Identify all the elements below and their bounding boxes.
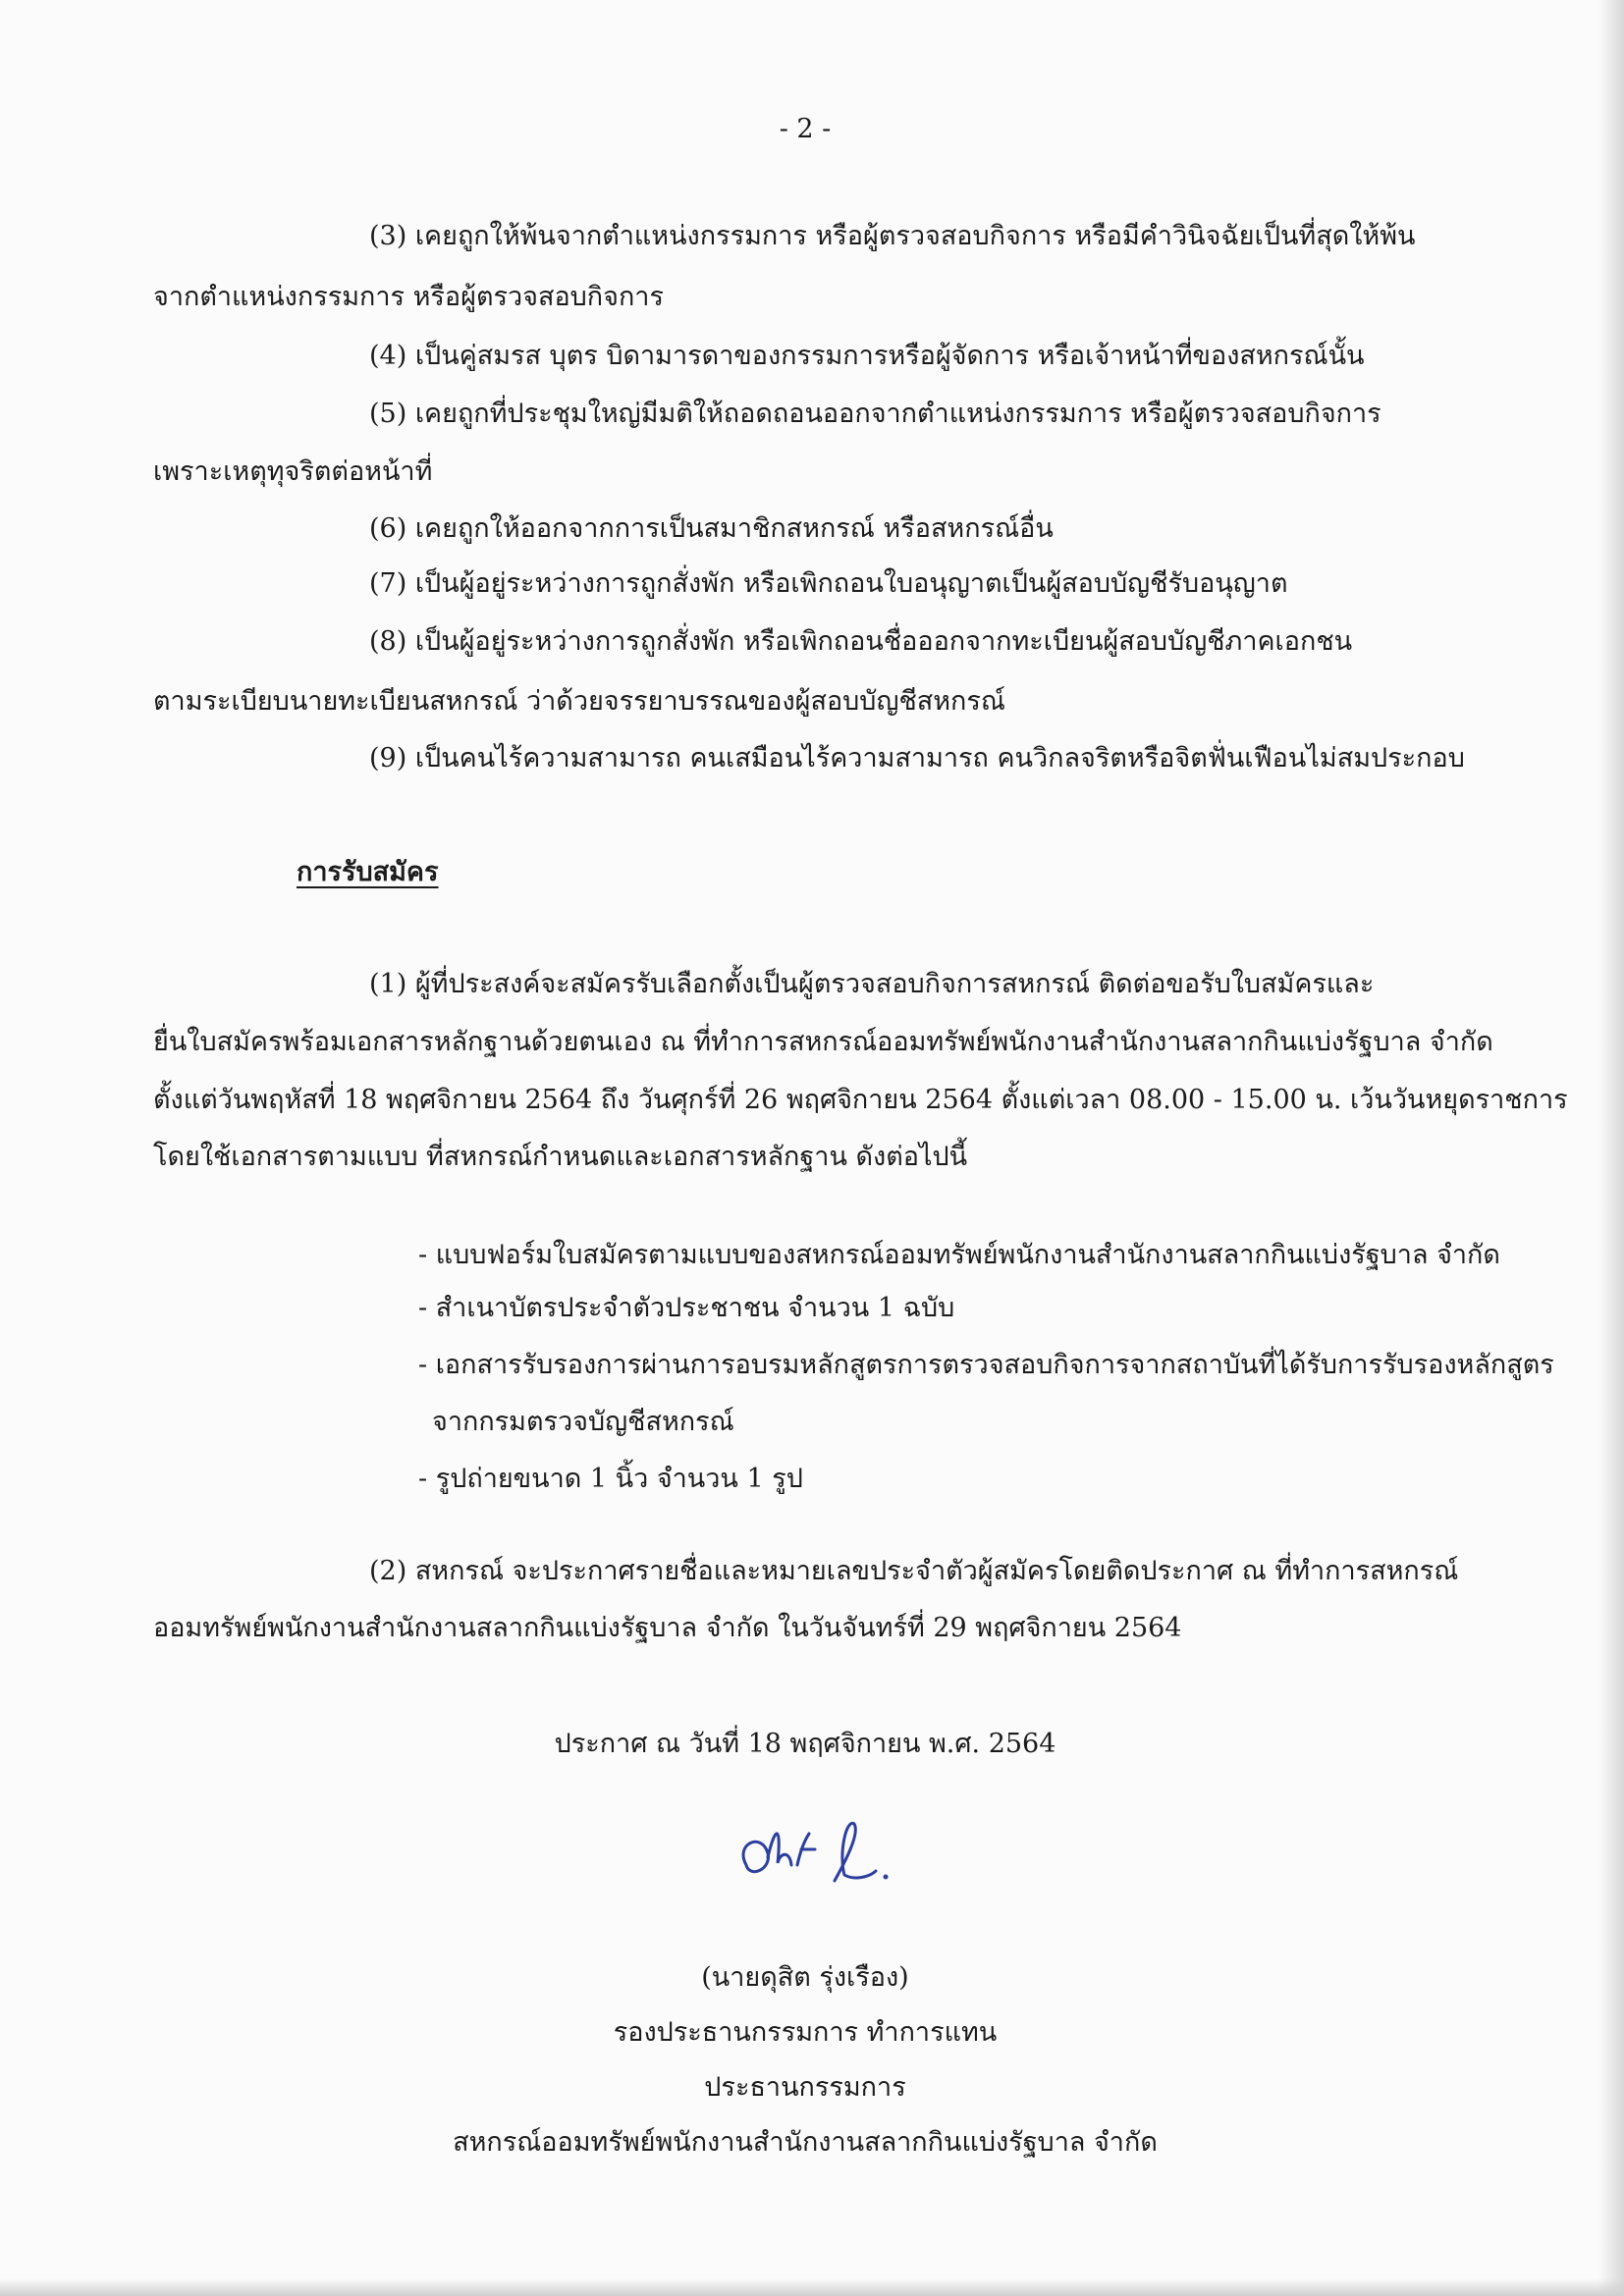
application-paragraph-2-line-2: ออมทรัพย์พนักงานสำนักงานสลากกินแบ่งรัฐบาล จำกัด ในวันจันทร์ที่ 29 พฤศจิกายน 2564 [153, 1613, 1182, 1643]
qualification-item-9: (9) เป็นคนไร้ความสามารถ คนเสมือนไร้ความสามารถ คนวิกลจริตหรือจิตฟั่นเฟือนไม่สมประกอบ [369, 743, 1465, 774]
required-document-2: - สำเนาบัตรประจำตัวประชาชน จำนวน 1 ฉบับ [418, 1293, 955, 1323]
qualification-item-6: (6) เคยถูกให้ออกจากการเป็นสมาชิกสหกรณ์ หรือสหกรณ์อื่น [369, 513, 1054, 544]
section-heading-application: การรับสมัคร [297, 857, 439, 887]
application-paragraph-2-line-1: (2) สหกรณ์ จะประกาศรายชื่อและหมายเลขประจำตัวผู้สมัครโดยติดประกาศ ณ ที่ทำการสหกรณ์ [369, 1556, 1459, 1586]
scan-edge-shadow [1598, 0, 1624, 2296]
signer-title-acting: รองประธานกรรมการ ทำการแทน [613, 2017, 998, 2048]
organization-name: สหกรณ์ออมทรัพย์พนักงานสำนักงานสลากกินแบ่งรัฐบาล จำกัด [453, 2127, 1158, 2158]
qualification-item-3-line-1: (3) เคยถูกให้พ้นจากตำแหน่งกรรมการ หรือผู้ตรวจสอบกิจการ หรือมีคำวินิจฉัยเป็นที่สุดให้พ้น [369, 221, 1416, 251]
qualification-item-8-line-2: ตามระเบียบนายทะเบียนสหกรณ์ ว่าด้วยจรรยาบรรณของผู้สอบบัญชีสหกรณ์ [153, 686, 1005, 717]
application-paragraph-1-line-2: ยื่นใบสมัครพร้อมเอกสารหลักฐานด้วยตนเอง ณ ที่ทำการสหกรณ์ออมทรัพย์พนักงานสำนักงานสลากกินแบ่งรัฐบาล จำกัด [153, 1027, 1493, 1057]
qualification-item-5-line-2: เพราะเหตุทุจริตต่อหน้าที่ [153, 456, 433, 487]
page-number: - 2 - [779, 114, 832, 144]
qualification-item-8-line-1: (8) เป็นผู้อยู่ระหว่างการถูกสั่งพัก หรือเพิกถอนชื่อออกจากทะเบียนผู้สอบบัญชีภาคเอกชน [369, 626, 1353, 657]
required-document-3-line-1: - เอกสารรับรองการผ่านการอบรมหลักสูตรการตรวจสอบกิจการจากสถาบันที่ได้รับการรับรองหลักสูตร [418, 1350, 1554, 1380]
required-document-1: - แบบฟอร์มใบสมัครตามแบบของสหกรณ์ออมทรัพย์พนักงานสำนักงานสลากกินแบ่งรัฐบาล จำกัด [418, 1240, 1500, 1270]
signer-title-chair: ประธานกรรมการ [704, 2072, 906, 2103]
application-paragraph-1-line-1: (1) ผู้ที่ประสงค์จะสมัครรับเลือกตั้งเป็นผู้ตรวจสอบกิจการสหกรณ์ ติดต่อขอรับใบสมัครและ [369, 969, 1375, 999]
required-document-3-line-2: จากกรมตรวจบัญชีสหกรณ์ [432, 1407, 734, 1437]
qualification-item-7: (7) เป็นผู้อยู่ระหว่างการถูกสั่งพัก หรือเพิกถอนใบอนุญาตเป็นผู้สอบบัญชีรับอนุญาต [369, 568, 1288, 599]
application-paragraph-1-line-3: ตั้งแต่วันพฤหัสที่ 18 พฤศจิกายน 2564 ถึง วันศุกร์ที่ 26 พฤศจิกายน 2564 ตั้งแต่เวลา 08.00 - 15.00 น. เว้นวันหยุดราชการ [153, 1085, 1568, 1115]
signer-name: (นายดุสิต รุ่งเรือง) [701, 1962, 909, 1993]
qualification-item-5-line-1: (5) เคยถูกที่ประชุมใหญ่มีมติให้ถอดถอนออกจากตำแหน่งกรรมการ หรือผู้ตรวจสอบกิจการ [369, 399, 1381, 429]
handwritten-signature [707, 1804, 923, 1916]
application-paragraph-1-line-4: โดยใช้เอกสารตามแบบ ที่สหกรณ์กำหนดและเอกสารหลักฐาน ดังต่อไปนี้ [153, 1142, 968, 1172]
qualification-item-4: (4) เป็นคู่สมรส บุตร บิดามารดาของกรรมการหรือผู้จัดการ หรือเจ้าหน้าที่ของสหกรณ์นั้น [369, 341, 1365, 371]
announcement-date: ประกาศ ณ วันที่ 18 พฤศจิกายน พ.ศ. 2564 [554, 1729, 1056, 1759]
required-document-4: - รูปถ่ายขนาด 1 นิ้ว จำนวน 1 รูป [418, 1464, 803, 1494]
qualification-item-3-line-2: จากตำแหน่งกรรมการ หรือผู้ตรวจสอบกิจการ [153, 282, 664, 312]
scan-edge-shadow-bottom [0, 2278, 1624, 2296]
